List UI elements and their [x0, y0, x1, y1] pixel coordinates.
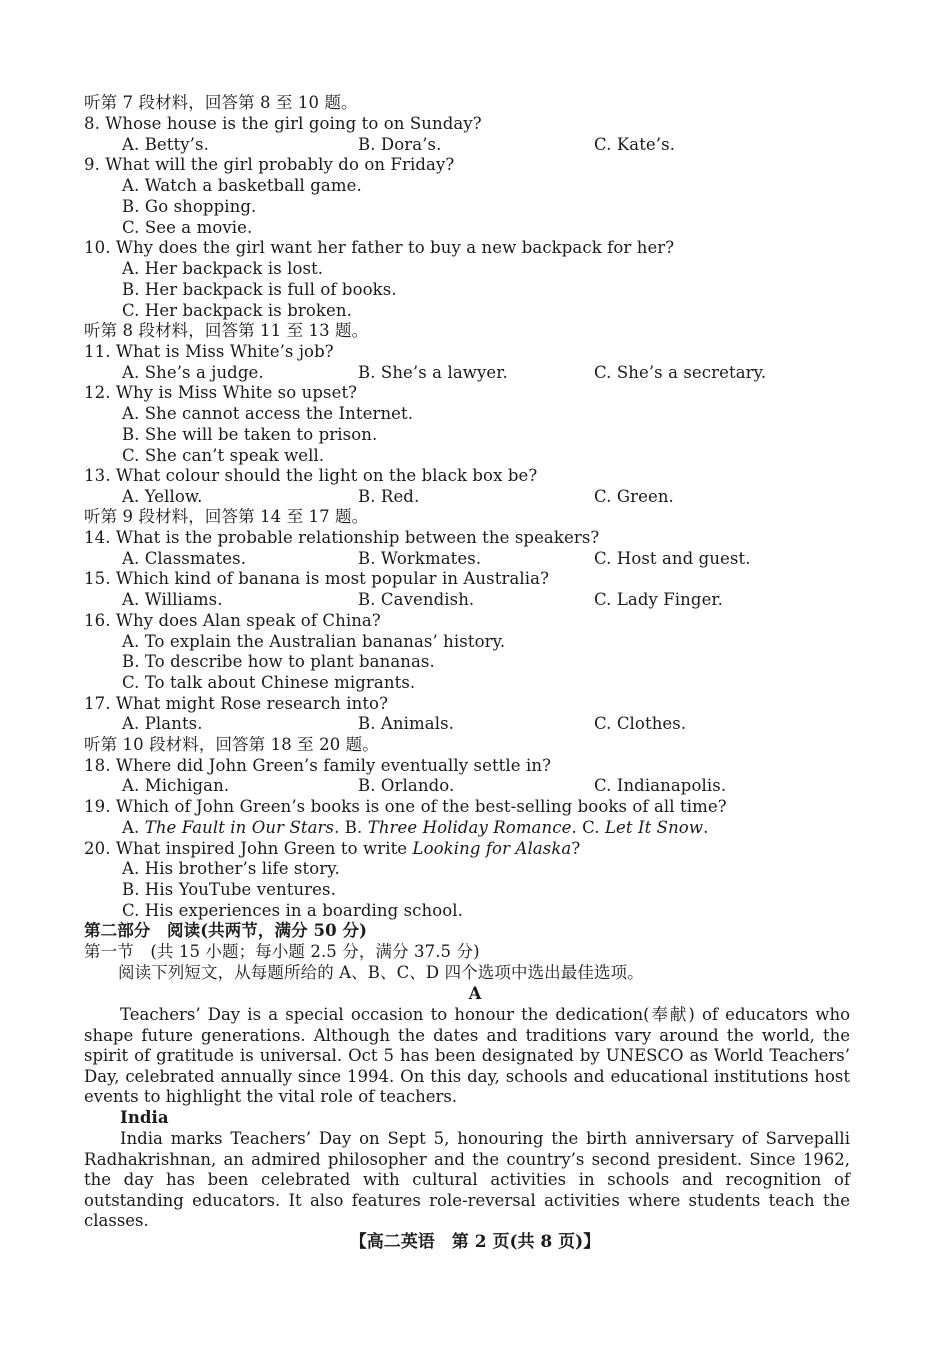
question-10-option-b: B. Her backpack is full of books. — [122, 280, 397, 299]
section-1-heading: 第一节 (共 15 小题；每小题 2.5 分，满分 37.5 分) — [84, 942, 480, 961]
question-16-option-c: C. To talk about Chinese migrants. — [122, 673, 416, 692]
question-8-option-b: B. Dora’s. — [358, 135, 442, 154]
question-15-option-b: B. Cavendish. — [358, 590, 475, 609]
question-11-option-c: C. She’s a secretary. — [594, 363, 767, 382]
question-20-stem-suffix: ? — [571, 839, 581, 858]
question-16-stem: 16. Why does Alan speak of China? — [84, 611, 381, 630]
question-20-option-a: A. His brother’s life story. — [122, 859, 340, 878]
question-15-stem: 15. Which kind of banana is most popular in Australia? — [84, 569, 550, 588]
question-19-option-b-label: B. — [344, 818, 368, 837]
question-12-option-b: B. She will be taken to prison. — [122, 425, 378, 444]
question-8-option-c: C. Kate’s. — [594, 135, 676, 154]
question-15-option-c: C. Lady Finger. — [594, 590, 723, 609]
question-19-option-c-label: C. — [582, 818, 605, 837]
question-18-option-a: A. Michigan. — [122, 776, 230, 795]
question-9-option-a: A. Watch a basketball game. — [122, 176, 362, 195]
question-11-option-b: B. She’s a lawyer. — [358, 363, 508, 382]
question-10-stem: 10. Why does the girl want her father to buy a new backpack for her? — [84, 238, 675, 257]
section-intro-10: 听第 10 段材料，回答第 18 至 20 题。 — [84, 735, 379, 754]
question-9-option-c: C. See a movie. — [122, 218, 253, 237]
question-17-option-b: B. Animals. — [358, 714, 455, 733]
page-footer: 【高二英语 第 2 页(共 8 页)】 — [349, 1232, 601, 1252]
section-intro-7: 听第 7 段材料，回答第 8 至 10 题。 — [84, 93, 358, 112]
question-19-option-a-label: A. — [122, 818, 145, 837]
question-18-option-c: C. Indianapolis. — [594, 776, 727, 795]
question-19-option-a-title: The Fault in Our Stars — [144, 818, 335, 837]
question-8-option-a: A. Betty’s. — [122, 135, 209, 154]
question-15-option-a: A. Williams. — [122, 590, 223, 609]
question-20-stem — [84, 839, 580, 859]
question-18-option-b: B. Orlando. — [358, 776, 455, 795]
passage-paragraph-2: India marks Teachers’ Day on Sept 5, honouring the birth anniversary of Sarvepalli Radhakrishnan, an admired philosopher and the country’s second president. Since 1962, the day has been celebrated with cultural activities in schools and recognition of outstanding educators. It also features role-reversal activities where students teach the classes. — [84, 1129, 850, 1231]
question-16-option-b: B. To describe how to plant bananas. — [122, 652, 435, 671]
question-11-stem: 11. What is Miss White’s job? — [84, 342, 334, 361]
part-2-heading: 第二部分 阅读(共两节，满分 50 分) — [84, 921, 368, 940]
question-17-option-c: C. Clothes. — [594, 714, 687, 733]
question-20-stem-title: Looking for Alaska — [412, 839, 572, 858]
question-10-option-a: A. Her backpack is lost. — [122, 259, 324, 278]
subheading-india: India — [120, 1108, 169, 1127]
question-13-stem: 13. What colour should the light on the black box be? — [84, 466, 538, 485]
question-20-option-c: C. His experiences in a boarding school. — [122, 901, 464, 920]
question-20-stem-prefix: 20. What inspired John Green to write — [84, 839, 413, 858]
section-intro-9: 听第 9 段材料，回答第 14 至 17 题。 — [84, 507, 369, 526]
question-11-option-a: A. She’s a judge. — [122, 363, 264, 382]
question-12-stem: 12. Why is Miss White so upset? — [84, 383, 358, 402]
question-19-option-b-period: . — [571, 818, 577, 837]
question-17-option-a: A. Plants. — [122, 714, 203, 733]
question-14-stem: 14. What is the probable relationship between the speakers? — [84, 528, 600, 547]
question-19-stem: 19. Which of John Green’s books is one of the best-selling books of all time? — [84, 797, 727, 816]
question-12-option-c: C. She can’t speak well. — [122, 446, 325, 465]
passage-paragraph-1: Teachers’ Day is a special occasion to honour the dedication(奉献) of educators who shape future generations. Although the dates and traditions vary around the world, the spirit of gratitude is universal. Oct 5 has been designated by UNESCO as World Teachers’ Day, celebrated annually since 1994. On this day, schools and educational institutions host events to highlight the vital role of teachers. — [84, 1005, 850, 1107]
question-14-option-c: C. Host and guest. — [594, 549, 751, 568]
question-14-option-b: B. Workmates. — [358, 549, 482, 568]
question-9-stem: 9. What will the girl probably do on Friday? — [84, 155, 455, 174]
section-intro-8: 听第 8 段材料，回答第 11 至 13 题。 — [84, 321, 369, 340]
question-13-option-a: A. Yellow. — [122, 487, 203, 506]
question-14-option-a: A. Classmates. — [122, 549, 247, 568]
question-13-option-b: B. Red. — [358, 487, 420, 506]
question-20-option-b: B. His YouTube ventures. — [122, 880, 336, 899]
question-17-stem: 17. What might Rose research into? — [84, 694, 389, 713]
question-9-option-b: B. Go shopping. — [122, 197, 257, 216]
question-18-stem: 18. Where did John Green’s family eventually settle in? — [84, 756, 552, 775]
question-12-option-a: A. She cannot access the Internet. — [122, 404, 414, 423]
question-19-option-b-title: Three Holiday Romance — [367, 818, 572, 837]
question-19-option-a-period: . — [334, 818, 340, 837]
question-10-option-c: C. Her backpack is broken. — [122, 301, 352, 320]
question-13-option-c: C. Green. — [594, 487, 674, 506]
question-8-stem: 8. Whose house is the girl going to on Sunday? — [84, 114, 482, 133]
reading-instructions: 阅读下列短文，从每题所给的 A、B、C、D 四个选项中选出最佳选项。 — [118, 963, 644, 982]
question-19-options — [122, 818, 708, 838]
question-19-option-c-period: . — [703, 818, 709, 837]
question-16-option-a: A. To explain the Australian bananas’ history. — [122, 632, 506, 651]
question-19-option-c-title: Let It Snow — [604, 818, 704, 837]
passage-label: A — [468, 984, 482, 1003]
